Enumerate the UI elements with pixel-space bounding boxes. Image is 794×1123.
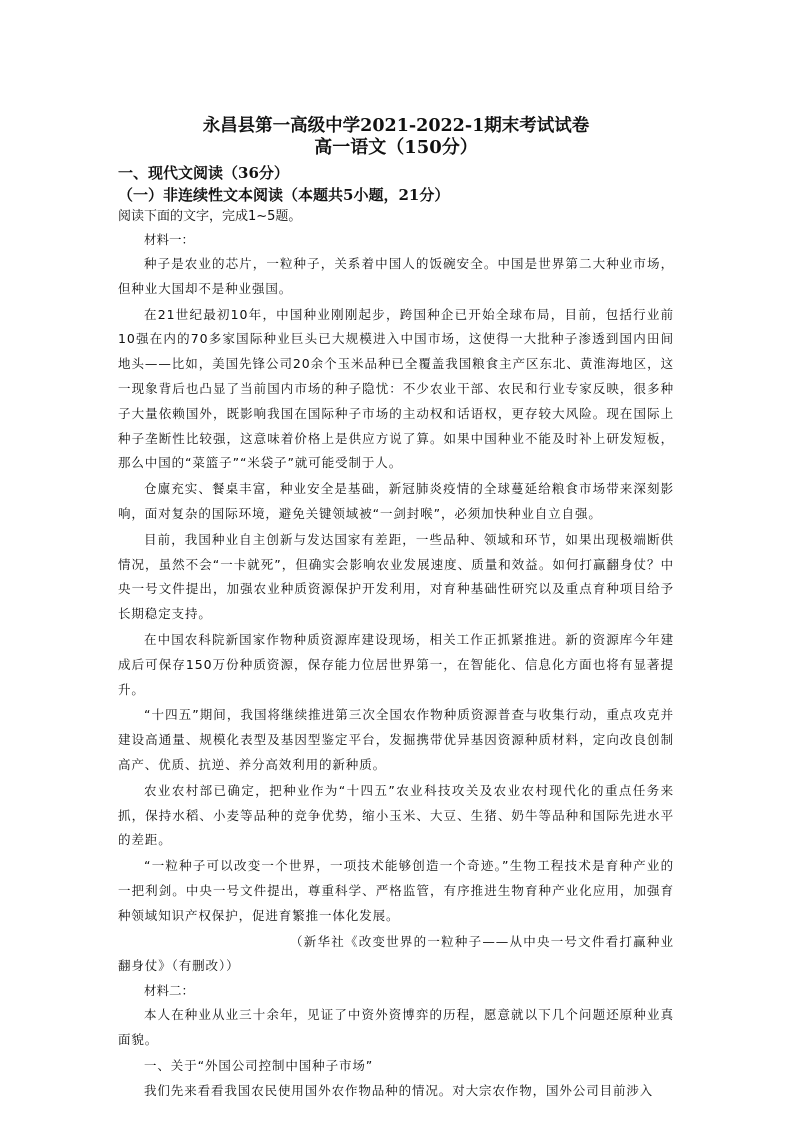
material-two-paragraph: 本人在种业从业三十余年，见证了中资外资博弈的历程，愿意就以下几个问题还原种业真面貌。 bbox=[118, 1007, 674, 1047]
material-two-paragraph: 我们先来看看我国农民使用国外农作物品种的情况。对大宗农作物，国外公司目前涉入 bbox=[144, 1082, 654, 1098]
material-one-paragraph: 目前，我国种业自主创新与发达国家有差距，一些品种、领域和环节，如果出现极端断供情况，虽然不会“一卡就死”，但确实会影响农业发展速度、质量和效益。如何打赢翻身仗？中央一号文件提出，加强农业种质资源保护开发利用，对育种基础性研究以及重点育种项目给予长期稳定支持。 bbox=[118, 531, 674, 622]
material-two-label: 材料二： bbox=[144, 983, 195, 999]
material-one-paragraph: 在中国农科院新国家作物种质资源库建设现场，相关工作正抓紧推进。新的资源库今年建成后可保存150万份种质资源，保存能力位居世界第一，在智能化、信息化方面也将有显著提升。 bbox=[118, 631, 674, 697]
material-two-subheading: 一、关于“外国公司控制中国种子市场” bbox=[144, 1057, 374, 1073]
material-one-paragraph: 在21世纪最初10年，中国种业刚刚起步，跨国种企已开始全球布局，目前，包括行业前10强在内的70多家国际种业巨头已大规模进入中国市场，这使得一大批种子渗透到国内田间地头——比如，美国先锋公司20余个玉米品种已全覆盖我国粮食主产区东北、黄淮海地区，这一现象背后也凸显了当前国内市场的种子隐忧：不少农业干部、农民和行业专家反映，很多种子大量依赖国外，既影响我国在国际种子市场的主动权和话语权，更存较大风险。现在国际上种子垄断性比较强，这意味着价格上是供应方说了算。如果中国种业不能及时补上研发短板，那么中国的“菜篮子”“米袋子”就可能受制于人。 bbox=[118, 306, 674, 471]
subsection-heading-nonlinear-text: （一）非连续性文本阅读（本题共5小题，21分） bbox=[118, 186, 450, 204]
material-one-paragraph: “十四五”期间，我国将继续推进第三次全国农作物种质资源普查与收集行动，重点攻克并建设高通量、规模化表型及基因型鉴定平台，发掘携带优异基因资源种质材料，定向改良创制高产、优质、抗逆、养分高效利用的新种质。 bbox=[118, 707, 674, 772]
section-heading-reading: 一、现代文阅读（36分） bbox=[118, 164, 289, 182]
exam-title: 永昌县第一高级中学2021-2022-1期末考试试卷 bbox=[202, 116, 590, 136]
reading-instruction: 阅读下面的文字，完成1~5题。 bbox=[118, 209, 302, 224]
material-one-source: （新华社《改变世界的一粒种子——从中央一号文件看打赢种业翻身仗》（有删改）） bbox=[118, 933, 674, 974]
material-one-paragraph: 农业农村部已确定，把种业作为“十四五”农业科技攻关及农业农村现代化的重点任务来抓，保持水稻、小麦等品种的竞争优势，缩小玉米、大豆、生猪、奶牛等品种和国际先进水平的差距。 bbox=[118, 782, 674, 848]
material-one-paragraph: 种子是农业的芯片，一粒种子，关系着中国人的饭碗安全。中国是世界第二大种业市场，但种业大国却不是种业强国。 bbox=[118, 256, 674, 296]
material-one-paragraph: 仓廪充实、餐桌丰富，种业安全是基础，新冠肺炎疫情的全球蔓延给粮食市场带来深刻影响，面对复杂的国际环境，避免关键领域被“一剑封喉”，必须加快种业自立自强。 bbox=[118, 481, 674, 521]
material-one-paragraph: “一粒种子可以改变一个世界，一项技术能够创造一个奇迹。”生物工程技术是育种产业的一把利剑。中央一号文件提出，尊重科学、严格监管，有序推进生物育种产业化应用，加强育种领域知识产权保护，促进育繁推一体化发展。 bbox=[118, 858, 675, 923]
page-content bbox=[118, 115, 674, 1104]
exam-subtitle: 高一语文（150分） bbox=[314, 137, 478, 158]
material-one-label: 材料一： bbox=[144, 232, 195, 247]
